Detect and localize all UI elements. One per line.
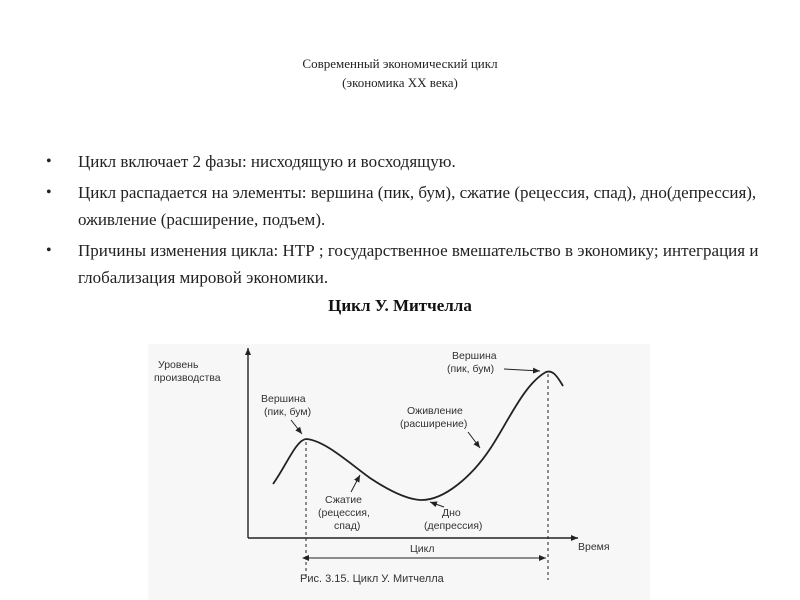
peak1-pointer bbox=[291, 420, 302, 434]
trough-label-line1: Дно bbox=[442, 507, 461, 519]
bullet-icon: • bbox=[46, 184, 52, 201]
trough-pointer bbox=[430, 502, 444, 507]
bullet-text: Цикл распадается на элементы: вершина (пик, бум), сжатие (рецессия, спад), дно(депрессия), оживление (расширение, подъем). bbox=[78, 183, 757, 229]
bullet-icon: • bbox=[46, 242, 52, 259]
peak2-pointer bbox=[504, 369, 540, 371]
bullet-icon: • bbox=[46, 153, 52, 170]
mitchell-cycle-diagram bbox=[148, 344, 650, 600]
peak1-label-line2: (пик, бум) bbox=[264, 406, 312, 418]
recession-label-line2: (рецессия, bbox=[318, 507, 370, 519]
peak2-label-line1: Вершина bbox=[452, 350, 497, 362]
slide-title-line2: (экономика XX века) bbox=[342, 75, 458, 90]
bullet-item bbox=[46, 237, 766, 291]
recovery-pointer bbox=[468, 432, 480, 448]
recovery-label-line2: (расширение) bbox=[400, 418, 468, 430]
diagram-subtitle: Цикл У. Митчелла bbox=[328, 296, 472, 315]
cycle-label: Цикл bbox=[410, 543, 435, 555]
slide-title-line1: Современный экономический цикл bbox=[302, 56, 498, 71]
bullet-text: Цикл включает 2 фазы: нисходящую и восходящую. bbox=[78, 152, 456, 171]
peak2-label-line2: (пик, бум) bbox=[447, 363, 495, 375]
bullet-list bbox=[46, 148, 766, 295]
mitchell-cycle-figure bbox=[148, 344, 650, 600]
bullet-item bbox=[46, 179, 766, 233]
bullet-item bbox=[46, 148, 766, 175]
recession-label-line3: спад) bbox=[334, 520, 361, 532]
x-axis-label: Время bbox=[578, 541, 610, 553]
y-axis-label-line2: производства bbox=[154, 372, 221, 384]
y-axis-label-line1: Уровень bbox=[158, 359, 199, 371]
recession-label-line1: Сжатие bbox=[325, 494, 362, 506]
recession-pointer bbox=[351, 475, 360, 492]
trough-label-line2: (депрессия) bbox=[424, 520, 483, 532]
slide-title bbox=[0, 54, 800, 92]
bullet-text: Причины изменения цикла: НТР ; государственное вмешательство в экономику; интеграция и глобализация мировой экономики. bbox=[78, 241, 759, 287]
peak1-label-line1: Вершина bbox=[261, 393, 306, 405]
cycle-curve bbox=[273, 372, 563, 501]
figure-caption: Рис. 3.15. Цикл У. Митчелла bbox=[300, 573, 444, 585]
recovery-label-line1: Оживление bbox=[407, 405, 463, 417]
